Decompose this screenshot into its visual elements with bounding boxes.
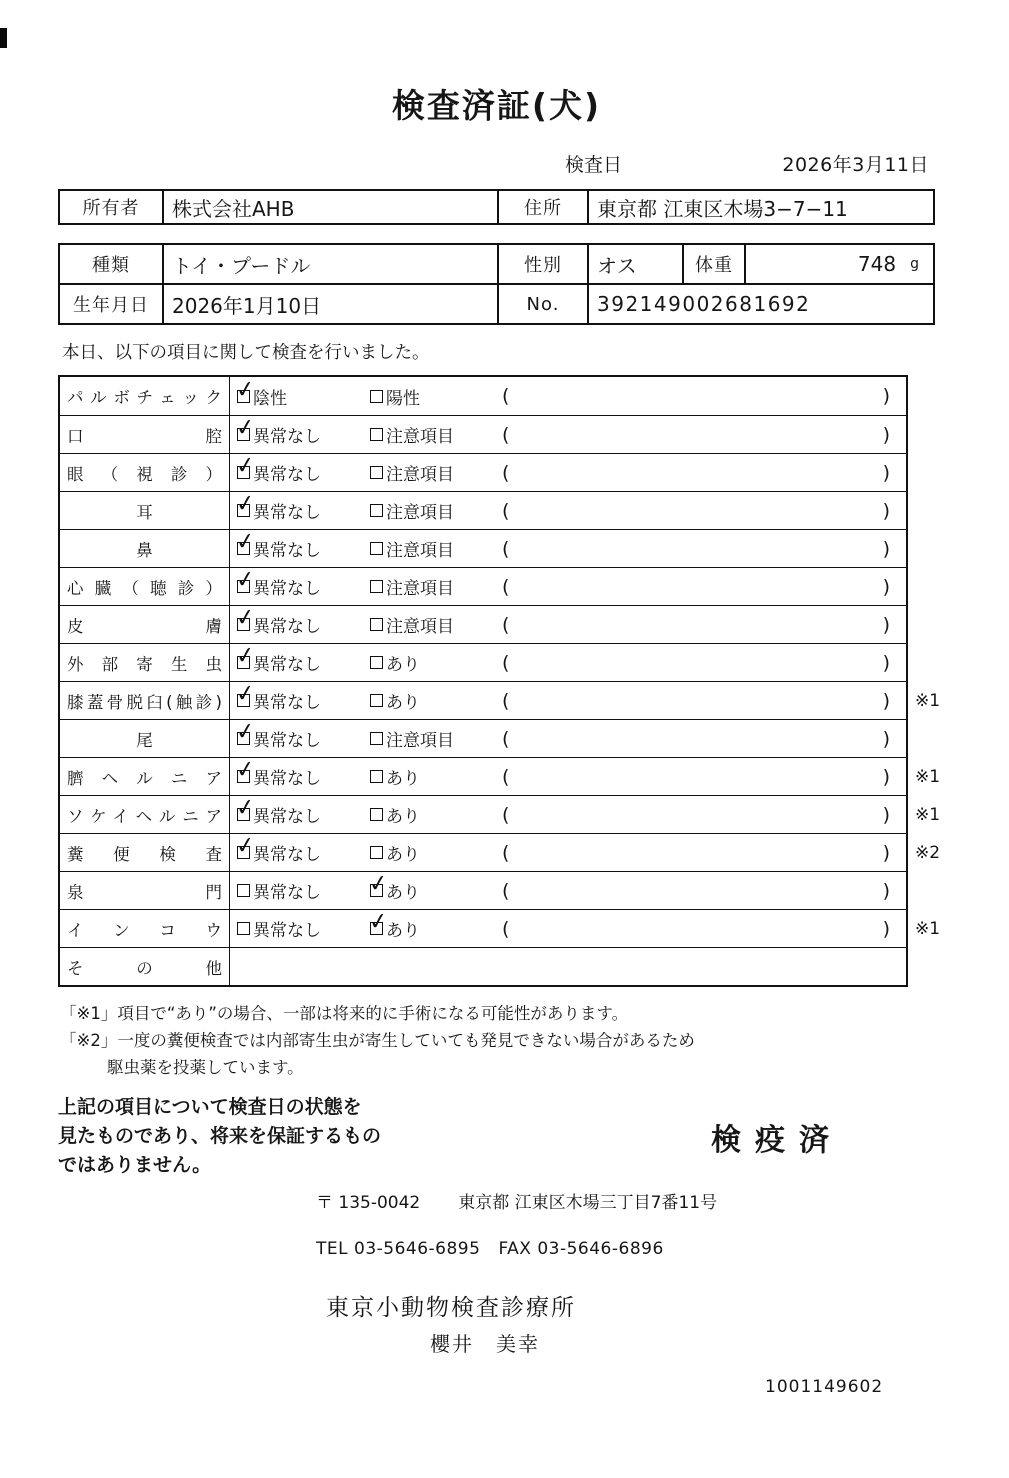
paren-open: ( bbox=[502, 651, 510, 674]
item-content-cell bbox=[230, 565, 906, 605]
scan-artifact bbox=[0, 28, 7, 48]
checkmark-icon: ✓ bbox=[234, 679, 257, 709]
inspection-table-row bbox=[60, 719, 906, 757]
option1 bbox=[230, 603, 370, 637]
item-label-cell bbox=[60, 948, 230, 985]
item-label: 心臓（聴診） bbox=[67, 578, 222, 598]
item-label-cell bbox=[60, 682, 230, 719]
checkbox-icon bbox=[234, 375, 257, 404]
breed-label: 種類 bbox=[92, 255, 130, 276]
checkmark-icon: ✓ bbox=[367, 907, 390, 937]
option1 bbox=[230, 451, 370, 485]
checkmark-icon: ✓ bbox=[234, 603, 257, 633]
inspection-table-row bbox=[60, 377, 906, 415]
option2-label: 注意項目 bbox=[386, 617, 454, 637]
footnote-1: 「※1」項目で“あり”の場合、一部は将来的に手術になる可能性があります。 bbox=[60, 1004, 629, 1023]
item-label-cell bbox=[60, 530, 230, 567]
option1 bbox=[230, 641, 370, 675]
paren-close: ) bbox=[882, 841, 890, 864]
item-label: パルボチェック bbox=[67, 388, 222, 407]
option1-label: 異常なし bbox=[253, 617, 321, 637]
option2-label: 陽性 bbox=[386, 388, 420, 409]
checkbox-icon bbox=[237, 884, 250, 897]
inspection-table-body bbox=[60, 375, 941, 985]
birthdate-value: 2026年1月10日 bbox=[162, 285, 497, 323]
paren-close: ) bbox=[882, 917, 890, 940]
paren-close: ) bbox=[882, 613, 890, 636]
disclaimer-line-2: 見たものであり、将来を保証するもの bbox=[58, 1125, 382, 1147]
checkbox-icon bbox=[370, 846, 383, 859]
checkbox-icon bbox=[370, 542, 383, 555]
weight-value: 748 bbox=[857, 252, 897, 276]
option1 bbox=[230, 755, 370, 789]
paren-close: ) bbox=[882, 879, 890, 902]
option2 bbox=[370, 422, 502, 447]
item-content-cell bbox=[230, 451, 906, 491]
item-label-cell bbox=[60, 606, 230, 643]
checkbox-icon bbox=[370, 732, 383, 745]
veterinarian-name: 櫻井 美幸 bbox=[430, 1332, 540, 1356]
item-label-cell bbox=[60, 644, 230, 681]
serial-number: 1001149602 bbox=[765, 1377, 884, 1397]
address-label: 住所 bbox=[497, 191, 587, 223]
paren-open: ( bbox=[502, 841, 510, 864]
item-content-cell bbox=[230, 793, 906, 833]
remarks-field bbox=[502, 804, 906, 826]
option2-label: あり bbox=[386, 769, 420, 789]
remarks-field bbox=[502, 880, 906, 902]
option1-label: 異常なし bbox=[253, 579, 321, 599]
option2 bbox=[370, 764, 502, 789]
paren-open: ( bbox=[502, 689, 510, 712]
option2-label: 注意項目 bbox=[386, 731, 454, 751]
paren-open: ( bbox=[502, 879, 510, 902]
sex-label: 性別 bbox=[497, 245, 587, 283]
option1-label: 異常なし bbox=[253, 883, 321, 903]
inspection-table-row bbox=[60, 907, 941, 947]
option2 bbox=[370, 612, 502, 637]
option1 bbox=[230, 717, 370, 751]
item-content-cell bbox=[230, 377, 906, 415]
remarks-field bbox=[502, 500, 906, 522]
item-content-cell bbox=[230, 907, 906, 947]
item-content-cell bbox=[230, 717, 906, 757]
item-label: 耳 bbox=[136, 502, 153, 522]
weight-cell bbox=[744, 245, 933, 283]
checkbox-icon bbox=[234, 793, 257, 823]
row-footnote-marker: ※1 bbox=[915, 690, 941, 711]
item-label: インコウ bbox=[67, 920, 222, 940]
item-label-cell bbox=[60, 377, 230, 415]
option1-label: 異常なし bbox=[253, 655, 321, 675]
item-content-cell bbox=[230, 413, 906, 453]
option2 bbox=[370, 460, 502, 485]
postal-code: 〒 135-0042 bbox=[316, 1193, 421, 1213]
item-content-cell bbox=[230, 679, 906, 719]
pet-table bbox=[58, 243, 935, 325]
paren-close: ) bbox=[882, 423, 890, 446]
inspection-table-row bbox=[60, 529, 906, 567]
remarks-field bbox=[502, 690, 906, 712]
paren-open: ( bbox=[502, 803, 510, 826]
item-content-cell bbox=[230, 641, 906, 681]
item-label-cell bbox=[60, 910, 230, 947]
item-label-cell bbox=[60, 492, 230, 529]
option1-label: 異常なし bbox=[253, 503, 321, 523]
paren-open: ( bbox=[502, 613, 510, 636]
option2 bbox=[370, 802, 502, 827]
checkbox-icon bbox=[234, 489, 257, 519]
inspection-table bbox=[58, 375, 941, 987]
item-label-cell bbox=[60, 568, 230, 605]
intro-text: 本日、以下の項目に関して検査を行いました。 bbox=[62, 343, 430, 363]
option2-label: 注意項目 bbox=[386, 427, 454, 447]
remarks-field bbox=[502, 385, 906, 407]
inspection-table-row bbox=[60, 453, 906, 491]
paren-open: ( bbox=[502, 461, 510, 484]
option1 bbox=[230, 413, 370, 447]
page-title: 検査済証(犬) bbox=[391, 86, 602, 125]
checkbox-icon bbox=[367, 907, 390, 937]
number-label: No. bbox=[497, 285, 587, 323]
paren-open: ( bbox=[502, 575, 510, 598]
option2-label: あり bbox=[386, 807, 420, 827]
option2 bbox=[370, 574, 502, 599]
checkbox-icon bbox=[234, 641, 257, 671]
option2 bbox=[370, 840, 502, 865]
remarks-field bbox=[502, 728, 906, 750]
item-label: その他 bbox=[67, 958, 222, 978]
paren-open: ( bbox=[502, 537, 510, 560]
checkbox-icon bbox=[370, 504, 383, 517]
item-label-cell bbox=[60, 454, 230, 491]
inspection-table-row bbox=[60, 567, 906, 605]
item-content-cell bbox=[230, 948, 906, 985]
option1 bbox=[230, 565, 370, 599]
item-label-cell bbox=[60, 758, 230, 795]
option2 bbox=[370, 688, 502, 713]
paren-close: ) bbox=[882, 803, 890, 826]
option1 bbox=[230, 679, 370, 713]
postal-address-row bbox=[316, 1188, 935, 1213]
remarks-field bbox=[502, 462, 906, 484]
checkmark-icon: ✓ bbox=[234, 565, 257, 595]
table-row bbox=[60, 283, 933, 323]
disclaimer-line-1: 上記の項目について検査日の状態を bbox=[58, 1096, 362, 1118]
checkmark-icon: ✓ bbox=[234, 755, 257, 785]
table-row bbox=[60, 191, 933, 223]
weight-unit: g bbox=[910, 256, 919, 272]
row-footnote-marker: ※1 bbox=[915, 918, 941, 939]
paren-open: ( bbox=[502, 727, 510, 750]
option1 bbox=[230, 489, 370, 523]
checkbox-icon bbox=[370, 694, 383, 707]
paren-close: ) bbox=[882, 651, 890, 674]
owner-value: 株式会社AHB bbox=[162, 191, 497, 223]
inspection-date-label: 検査日 bbox=[565, 154, 623, 176]
option1 bbox=[230, 916, 370, 941]
option2-label: 注意項目 bbox=[386, 541, 454, 561]
fax-number: FAX 03-5646-6896 bbox=[498, 1239, 664, 1259]
option2-label: あり bbox=[386, 921, 420, 941]
paren-close: ) bbox=[882, 575, 890, 598]
row-footnote-marker: ※1 bbox=[915, 804, 941, 825]
breed-value: トイ・プードル bbox=[162, 245, 497, 283]
remarks-field bbox=[502, 576, 906, 598]
option1 bbox=[230, 878, 370, 903]
checkbox-icon bbox=[234, 831, 257, 861]
option2 bbox=[370, 384, 502, 409]
table-row bbox=[60, 245, 933, 283]
paren-open: ( bbox=[502, 385, 510, 407]
paren-close: ) bbox=[882, 499, 890, 522]
option2 bbox=[367, 907, 502, 941]
checkbox-icon bbox=[370, 618, 383, 631]
paren-open: ( bbox=[502, 765, 510, 788]
paren-open: ( bbox=[502, 423, 510, 446]
option1 bbox=[230, 375, 370, 409]
inspection-table-row bbox=[60, 831, 941, 871]
checkbox-icon bbox=[237, 922, 250, 935]
paren-close: ) bbox=[882, 385, 890, 407]
disclaimer bbox=[58, 1093, 381, 1180]
inspection-table-row bbox=[60, 947, 906, 985]
option2-label: 注意項目 bbox=[386, 579, 454, 599]
item-label: 糞便検査 bbox=[67, 844, 222, 864]
checkbox-icon bbox=[370, 390, 383, 403]
item-label-cell bbox=[60, 416, 230, 453]
remarks-field bbox=[502, 614, 906, 636]
option2-label: 注意項目 bbox=[386, 503, 454, 523]
checkmark-icon: ✓ bbox=[234, 717, 257, 747]
item-content-cell bbox=[230, 527, 906, 567]
checkbox-icon bbox=[234, 717, 257, 747]
paren-close: ) bbox=[882, 537, 890, 560]
inspection-table-row bbox=[60, 491, 906, 529]
paren-close: ) bbox=[882, 689, 890, 712]
option2-label: 注意項目 bbox=[386, 465, 454, 485]
item-label-cell bbox=[60, 872, 230, 909]
option1 bbox=[230, 831, 370, 865]
item-label-cell bbox=[60, 834, 230, 871]
item-label: 尾 bbox=[136, 730, 153, 750]
item-content-cell bbox=[230, 755, 906, 795]
option1-label: 異常なし bbox=[253, 427, 321, 447]
footnotes bbox=[60, 1000, 935, 1081]
option2 bbox=[370, 726, 502, 751]
item-label: 鼻 bbox=[136, 540, 153, 560]
checkmark-icon: ✓ bbox=[234, 831, 257, 861]
option1-label: 異常なし bbox=[253, 921, 321, 941]
item-label-cell bbox=[60, 796, 230, 833]
option2-label: あり bbox=[386, 693, 420, 713]
inspection-table-row bbox=[60, 679, 941, 719]
checkmark-icon: ✓ bbox=[367, 869, 390, 899]
number-value: 392149002681692 bbox=[587, 285, 933, 323]
option1-label: 異常なし bbox=[253, 541, 321, 561]
item-label: 眼（視診） bbox=[67, 464, 222, 484]
footnote-2-cont: 駆虫薬を投薬しています。 bbox=[107, 1058, 304, 1077]
checkmark-icon: ✓ bbox=[234, 793, 257, 823]
item-label: 臍ヘルニア bbox=[67, 768, 222, 788]
tel-number: TEL 03-5646-6895 bbox=[316, 1239, 481, 1259]
row-footnote-marker: ※2 bbox=[915, 842, 941, 863]
inspection-table-row bbox=[60, 793, 941, 833]
phone-row bbox=[316, 1239, 935, 1259]
remarks-field bbox=[502, 424, 906, 446]
checkbox-icon bbox=[370, 428, 383, 441]
item-content-cell bbox=[230, 831, 906, 871]
sex-value: オス bbox=[587, 245, 682, 283]
inspection-table-row bbox=[60, 415, 906, 453]
clinic-address: 東京都 江東区木場三丁目7番11号 bbox=[458, 1193, 718, 1213]
option1-label: 異常なし bbox=[253, 465, 321, 485]
option2-label: あり bbox=[386, 845, 420, 865]
inspection-table-row bbox=[60, 755, 941, 795]
checkbox-icon bbox=[234, 565, 257, 595]
checkbox-icon bbox=[234, 413, 257, 443]
option2 bbox=[370, 536, 502, 561]
checkbox-icon bbox=[234, 603, 257, 633]
footnote-2: 「※2」一度の糞便検査では内部寄生虫が寄生していても発見できない場合があるため bbox=[60, 1031, 695, 1050]
item-label: 泉門 bbox=[67, 882, 222, 902]
inspection-table-row bbox=[60, 871, 906, 909]
option1-label: 異常なし bbox=[253, 769, 321, 789]
address-value: 東京都 江東区木場3−7−11 bbox=[587, 191, 933, 223]
birthdate-label: 生年月日 bbox=[73, 295, 149, 316]
checkmark-icon: ✓ bbox=[234, 641, 257, 671]
disclaimer-line-3: ではありません。 bbox=[58, 1154, 212, 1176]
checkbox-icon bbox=[234, 679, 257, 709]
paren-close: ) bbox=[882, 727, 890, 750]
checkmark-icon: ✓ bbox=[234, 527, 257, 557]
item-content-cell bbox=[230, 489, 906, 529]
item-label: 膝蓋骨脱臼(触診) bbox=[67, 692, 222, 712]
option1 bbox=[230, 527, 370, 561]
option1-label: 異常なし bbox=[253, 731, 321, 751]
checkmark-icon: ✓ bbox=[234, 451, 257, 481]
quarantine-stamp: 検疫済 bbox=[711, 1122, 843, 1158]
checkbox-icon bbox=[367, 869, 390, 899]
remarks-field bbox=[502, 918, 906, 940]
item-content-cell bbox=[230, 603, 906, 643]
item-label-cell bbox=[60, 720, 230, 757]
row-footnote-marker: ※1 bbox=[915, 766, 941, 787]
option2 bbox=[367, 869, 502, 903]
paren-close: ) bbox=[882, 461, 890, 484]
paren-open: ( bbox=[502, 499, 510, 522]
checkbox-icon bbox=[370, 580, 383, 593]
owner-table bbox=[58, 189, 935, 225]
item-label: 外部寄生虫 bbox=[67, 654, 222, 674]
remarks-field bbox=[502, 842, 906, 864]
option1 bbox=[230, 793, 370, 827]
checkbox-icon bbox=[370, 808, 383, 821]
option2-label: あり bbox=[386, 883, 420, 903]
checkmark-icon: ✓ bbox=[234, 413, 257, 443]
option1-label: 異常なし bbox=[253, 693, 321, 713]
inspection-date-value: 2026年3月11日 bbox=[782, 154, 929, 176]
weight-label: 体重 bbox=[682, 245, 744, 283]
checkbox-icon bbox=[370, 770, 383, 783]
item-label: 口腔 bbox=[67, 426, 222, 446]
option1-label: 異常なし bbox=[253, 845, 321, 865]
remarks-field bbox=[502, 538, 906, 560]
option2 bbox=[370, 498, 502, 523]
checkbox-icon bbox=[370, 656, 383, 669]
inspection-table-row bbox=[60, 605, 906, 643]
item-label: ソケイヘルニア bbox=[67, 806, 222, 826]
checkbox-icon bbox=[234, 755, 257, 785]
checkbox-icon bbox=[234, 451, 257, 481]
checkmark-icon: ✓ bbox=[234, 375, 257, 404]
remarks-field bbox=[502, 652, 906, 674]
remarks-field bbox=[502, 766, 906, 788]
item-label: 皮膚 bbox=[67, 616, 222, 636]
option1-label: 異常なし bbox=[253, 807, 321, 827]
option2 bbox=[370, 650, 502, 675]
inspection-table-row bbox=[60, 643, 906, 681]
paren-open: ( bbox=[502, 917, 510, 940]
option1-label: 陰性 bbox=[253, 388, 287, 409]
checkbox-icon bbox=[234, 527, 257, 557]
checkmark-icon: ✓ bbox=[234, 489, 257, 519]
inspection-date-row bbox=[58, 151, 935, 177]
paren-close: ) bbox=[882, 765, 890, 788]
checkbox-icon bbox=[370, 466, 383, 479]
option2-label: あり bbox=[386, 655, 420, 675]
item-content-cell bbox=[230, 869, 906, 909]
clinic-name: 東京小動物検査診療所 bbox=[326, 1295, 576, 1321]
owner-label: 所有者 bbox=[82, 198, 140, 219]
